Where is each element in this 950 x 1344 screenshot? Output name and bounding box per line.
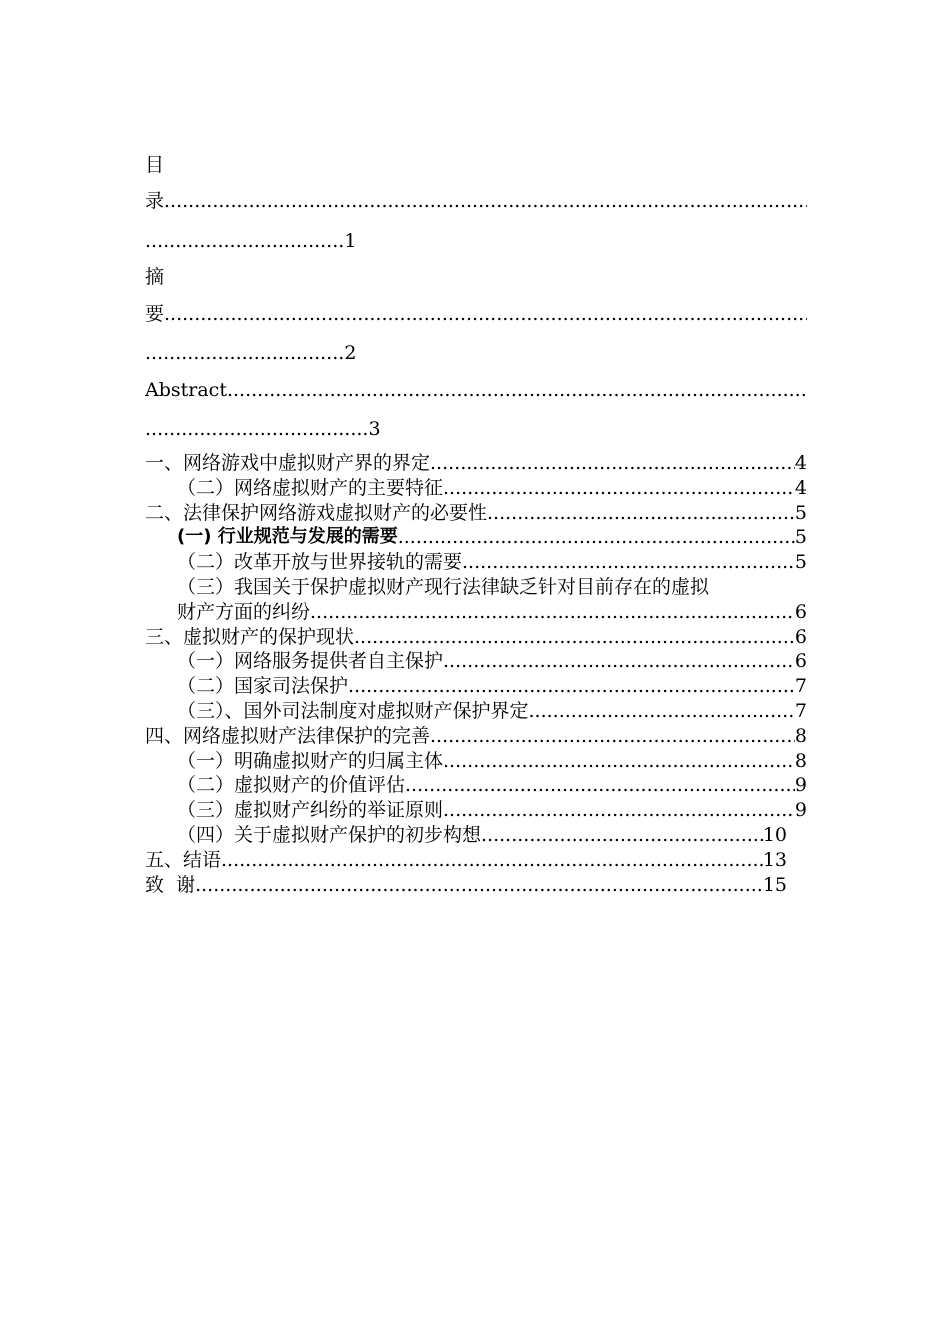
table-of-contents <box>145 451 807 897</box>
toc-entry-zhaiyao[interactable] <box>145 302 807 326</box>
dot-leader <box>443 798 795 823</box>
toc-page-number: 9 <box>794 799 807 822</box>
toc-entry[interactable]: （二）网络虚拟财产的主要特征 ..... 4 <box>145 476 807 501</box>
dot-leader <box>354 625 795 650</box>
toc-page-number: 10 <box>762 823 787 846</box>
toc-page-number: 8 <box>794 749 807 772</box>
toc-entry-abstract-continuation: .....................................3 <box>145 418 381 440</box>
dot-leader <box>443 476 795 501</box>
toc-entry[interactable]: （三）虚拟财产纠纷的举证原则 ..... 9 <box>145 798 807 823</box>
toc-page-number: 9 <box>794 774 807 797</box>
dot-leader <box>164 302 807 326</box>
toc-entry[interactable]: 四、网络虚拟财产法律保护的完善 ..... 8 <box>145 724 807 749</box>
toc-entry[interactable]: 一、网络游戏中虚拟财产界的界定 ..... 4 <box>145 451 807 476</box>
dot-leader <box>481 823 763 848</box>
toc-page-number: 3 <box>368 418 381 440</box>
dot-leader <box>462 550 795 575</box>
dot-leader <box>195 873 763 898</box>
toc-page-number: 6 <box>794 650 807 673</box>
toc-entry-zhaiyao-char-1: 摘 <box>145 266 165 288</box>
dot-leader <box>430 451 795 476</box>
toc-entry[interactable]: （二）改革开放与世界接轨的需要 ..... 5 <box>145 550 807 575</box>
dot-leader <box>443 649 795 674</box>
toc-page-number: 5 <box>794 551 807 574</box>
toc-page-number: 6 <box>794 625 807 648</box>
toc-entry[interactable]: 五、结语 ..... 13 <box>145 848 807 873</box>
toc-page-number: 5 <box>794 501 807 524</box>
dot-leader <box>398 525 795 550</box>
toc-page-number: 5 <box>794 526 807 549</box>
toc-entry-zhaiyao-continuation: .................................2 <box>145 342 357 364</box>
toc-page-number: 1 <box>344 230 357 252</box>
toc-entry[interactable]: （四）关于虚拟财产保护的初步构想 ..... 10 <box>145 823 807 848</box>
dot-leader <box>348 674 795 699</box>
toc-entry-wrapped-first-line[interactable]: （三）我国关于保护虚拟财产现行法律缺乏针对目前存在的虚拟 <box>177 575 710 598</box>
toc-entry-label: Abstract <box>145 379 227 401</box>
toc-page-number: 2 <box>344 342 357 364</box>
toc-page-number: 15 <box>762 873 787 896</box>
toc-entry[interactable]: （一）明确虚拟财产的归属主体 ..... 8 <box>145 749 807 774</box>
toc-entry-wrapped-second-line[interactable]: 财产方面的纠纷 ..... 6 <box>145 600 807 625</box>
dot-leader <box>430 724 795 749</box>
toc-entry[interactable]: 三、虚拟财产的保护现状 ..... 6 <box>145 625 807 650</box>
dot-leader <box>487 501 795 526</box>
toc-entry-mulu-continuation: .................................1 <box>145 230 357 252</box>
toc-entry[interactable]: (一) 行业规范与发展的需要 ..... 5 <box>145 525 807 550</box>
dot-leader <box>164 189 807 213</box>
dot-leader <box>221 848 763 873</box>
toc-heading-char-1: 目 <box>145 154 165 176</box>
toc-page-number: 7 <box>794 675 807 698</box>
toc-entry[interactable]: （二）虚拟财产的价值评估 ..... 9 <box>145 773 807 798</box>
toc-entry-label: 要 <box>145 303 165 325</box>
dot-leader <box>227 378 807 402</box>
dot-leader <box>310 600 795 625</box>
toc-entry[interactable]: （二）国家司法保护 ..... 7 <box>145 674 807 699</box>
toc-entry-label: 录 <box>145 190 165 212</box>
toc-entry[interactable]: 致 谢 ..... 15 <box>145 873 807 898</box>
toc-page-number: 13 <box>762 848 787 871</box>
toc-entry-abstract[interactable] <box>145 378 807 402</box>
toc-page-number: 4 <box>794 476 807 499</box>
dot-leader <box>529 699 795 724</box>
dot-leader <box>405 773 795 798</box>
toc-page-number: 4 <box>794 452 807 474</box>
toc-entry-mulu[interactable] <box>145 189 807 213</box>
dot-leader <box>443 749 795 774</box>
toc-page-number: 8 <box>794 724 807 747</box>
toc-entry[interactable]: （一）网络服务提供者自主保护 ..... 6 <box>145 649 807 674</box>
toc-entry[interactable]: 二、法律保护网络游戏虚拟财产的必要性 ..... 5 <box>145 501 807 526</box>
toc-page-number: 6 <box>794 600 807 623</box>
toc-page-number: 7 <box>794 699 807 722</box>
toc-entry[interactable]: （三）、国外司法制度对虚拟财产保护界定 ..... 7 <box>145 699 807 724</box>
